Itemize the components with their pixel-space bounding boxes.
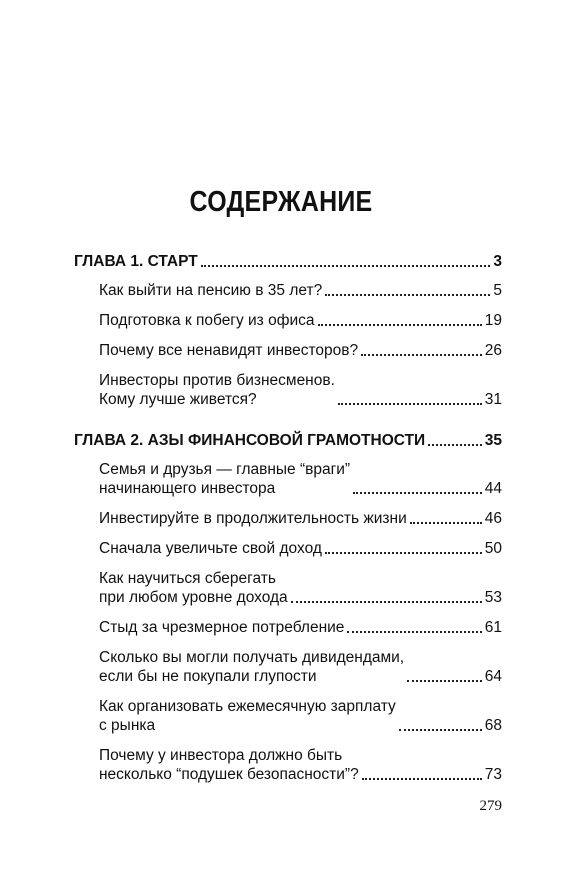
- dot-leader: [201, 265, 491, 267]
- toc-chapter-title: ГЛАВА 1. СТАРТ: [74, 253, 198, 270]
- toc-entry-title: Как организовать ежемесячную зарплату с рынка: [99, 698, 396, 734]
- toc-page-number: 35: [484, 432, 502, 449]
- toc-entry[interactable]: [74, 341, 502, 360]
- dot-leader: [291, 601, 482, 603]
- dot-leader: [361, 354, 482, 356]
- toc-page-number: 53: [484, 589, 502, 606]
- toc-entry-title: Почему все ненавидят инвесторов?: [99, 342, 359, 359]
- toc-entry[interactable]: [74, 281, 502, 300]
- toc-entry-title: Как научиться сберегать при любом уровне дохода: [99, 570, 288, 606]
- toc-entry-title: Как выйти на пенсию в 35 лет?: [99, 282, 323, 299]
- table-of-contents: [74, 252, 502, 795]
- toc-entry[interactable]: [74, 648, 502, 686]
- toc-page-number: 3: [493, 253, 502, 270]
- dot-leader: [407, 680, 482, 682]
- toc-entry[interactable]: [74, 509, 502, 528]
- toc-page-number: 64: [484, 668, 502, 685]
- dot-leader: [353, 492, 482, 494]
- dot-leader: [338, 403, 482, 405]
- dot-leader: [428, 444, 482, 446]
- toc-chapter-title: ГЛАВА 2. АЗЫ ФИНАНСОВОЙ ГРАМОТНОСТИ: [74, 432, 426, 449]
- page-title: СОДЕРЖАНИЕ: [189, 186, 373, 218]
- toc-entry-title: Почему у инвестора должно быть несколько “подушек безопасности”?: [99, 747, 359, 783]
- toc-entry-title: Стыд за чрезмерное потребление: [99, 619, 345, 636]
- toc-page-number: 44: [484, 480, 502, 497]
- dot-leader: [347, 631, 481, 633]
- toc-page-number: 26: [484, 342, 502, 359]
- toc-entry[interactable]: [74, 539, 502, 558]
- dot-leader: [362, 778, 482, 780]
- toc-page-number: 68: [484, 717, 502, 734]
- toc-entry[interactable]: [74, 460, 502, 498]
- chapter-1: [74, 252, 502, 409]
- toc-entry-title: Подготовка к побегу из офиса: [99, 312, 315, 329]
- toc-entry[interactable]: [74, 569, 502, 607]
- chapter-2: [74, 431, 502, 784]
- dot-leader: [410, 522, 482, 524]
- toc-entry[interactable]: [74, 697, 502, 735]
- toc-entry-title: Сколько вы могли получать дивидендами, если бы не покупали глупости: [99, 649, 405, 685]
- toc-chapter-heading[interactable]: [74, 252, 502, 271]
- toc-entry-title: Сначала увеличьте свой доход: [99, 540, 322, 557]
- toc-entry-title: Инвесторы против бизнесменов. Кому лучше живется?: [99, 372, 335, 408]
- toc-page-number: 31: [484, 391, 502, 408]
- dot-leader: [325, 294, 490, 296]
- toc-entry[interactable]: [74, 746, 502, 784]
- toc-page-number: 73: [484, 766, 502, 783]
- page-number: 279: [479, 798, 502, 814]
- toc-entry[interactable]: [74, 311, 502, 330]
- dot-leader: [399, 729, 482, 731]
- dot-leader: [325, 552, 482, 554]
- dot-leader: [318, 324, 482, 326]
- toc-entry[interactable]: [74, 618, 502, 637]
- toc-page-number: 61: [484, 619, 502, 636]
- toc-entry-title: Семья и друзья — главные “враги” начинающего инвестора: [99, 461, 351, 497]
- toc-entry[interactable]: [74, 371, 502, 409]
- toc-chapter-heading[interactable]: [74, 431, 502, 450]
- toc-page-number: 5: [493, 282, 502, 299]
- toc-page-number: 50: [484, 540, 502, 557]
- toc-page-number: 46: [484, 510, 502, 527]
- toc-page-number: 19: [484, 312, 502, 329]
- toc-entry-title: Инвестируйте в продолжительность жизни: [99, 510, 407, 527]
